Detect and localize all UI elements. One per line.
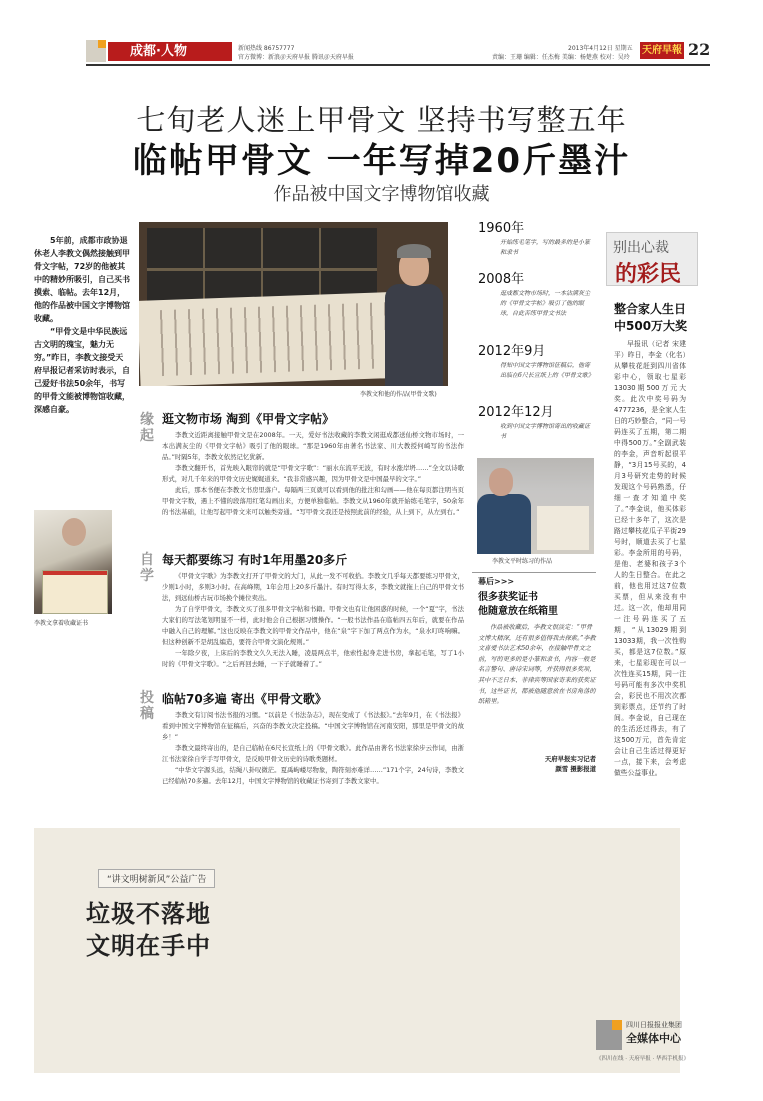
body-paragraph: 一年除夕夜，上床后的李教文久久无法入睡，凌晨两点半，他索性起身走进书房，拿起毛笔，写了1小时的《甲骨文字歌》。“之后再回去睡，一下子就睡着了。” <box>162 649 464 668</box>
body-paragraph: 李教文翻开书，首先映入眼帘的就是“甲骨文字歌”：“丽水东流平无波，有时水涨岸坍……”全文以诗歌形式，对几千年来的甲骨文历史娓娓道来。“我非常感兴趣，因为甲骨文是中国最早的文字。” <box>162 464 464 483</box>
hotline: 新闻热线 86757777 <box>238 45 295 52</box>
body-paragraph: 为了自学甲骨文，李教文买了很多甲骨文字帖和书籍。甲骨文也有让他困惑的时候，一个“夏”字，书法大家们的写法笔划明显不一样，此时他会自己根据习惯操作。“一般书法作品在临帖四五年后，就要在作品中融入自己的理解。”这也反映在李教文的甲骨文作品中，他在“泉”字下加了两点作为水，“泉水叮咚响嘛。但这种创新不是胡乱编造，要符合甲骨文演化规则。” <box>162 605 464 646</box>
ad-slogan-line: 文明在手中 <box>86 931 211 960</box>
section-side-label: 投稿 <box>140 690 154 722</box>
section-body <box>162 710 464 787</box>
timeline-year: 2012年9月 <box>478 344 546 359</box>
brand-logo: 天府早報 <box>640 42 684 59</box>
page-number: 22 <box>688 40 711 59</box>
badge-top-text: 别出心裁 <box>613 240 669 256</box>
weibo-accounts: 官方微博：新浪＠天府早报 腾讯＠天府早报 <box>238 54 354 61</box>
section-body <box>162 571 464 670</box>
timeline-year: 2008年 <box>478 272 525 287</box>
main-photo <box>139 222 448 386</box>
ad-org-center: 全媒体中心 <box>626 1032 681 1045</box>
backstage-title: 很多获奖证书 他随意放在纸箱里 <box>478 592 558 617</box>
body-paragraph: 李教文近距离接触甲骨文是在2008年。一天，爱好书法收藏的李教文闲逛成都送仙桥文物市场时，一本出满灰尘的《甲骨文字帖》吸引了他的眼球。“那是1960年由著名书法家、川大教授何崎写的书法作品。”时隔5年，李教文依然记忆犹新。 <box>162 431 464 461</box>
section-side-label: 缘起 <box>140 412 154 444</box>
newspaper-logo-icon <box>86 40 106 62</box>
main-headline: 临帖甲骨文 一年写掉20斤墨汁 <box>132 141 631 181</box>
practice-photo-caption: 李教文平时练习的作品 <box>492 558 553 565</box>
section-body <box>162 430 464 518</box>
ad-tag: “讲文明树新风”公益广告 <box>98 869 215 888</box>
intro-column <box>34 234 130 416</box>
backstage-label: 幕后>>> <box>478 577 515 586</box>
lottery-headline: 整合家人生日 中500万大奖 <box>614 302 688 333</box>
practice-work-photo <box>477 458 594 554</box>
main-photo-caption: 李教文和他的作品(甲骨文歌) <box>360 391 437 398</box>
section-side-label: 自学 <box>140 552 154 584</box>
section-title: 逛文物市场 淘到《甲骨文字帖》 <box>162 412 335 426</box>
header-rule <box>86 64 710 66</box>
reporter-credit: 天府早报实习记者 颜雪 摄影报道 <box>544 755 596 773</box>
body-paragraph: 李教文有订阅书法书报的习惯。“以前是《书法杂志》，现在变成了《书法报》。”去年9月，在《书法报》看到中国文字博物馆在征稿后，兴奋的李教文决定投稿。“中国文字博物馆在河南安阳，那里是甲骨文的故乡！” <box>162 711 464 741</box>
intro-paragraph: “甲骨文是中华民族远古文明的瑰宝，魅力无穷。”昨日，李教文接受天府早报记者采访时表示，自己爱好书法50余年，书写的甲骨文能被博物馆收藏，深感自豪。 <box>34 327 130 414</box>
certificate-photo-caption: 李教文拿着收藏证书 <box>34 620 89 627</box>
column-badge <box>606 232 698 286</box>
media-group-logo-icon <box>596 1020 622 1050</box>
body-paragraph: 李教文最终寄出的，是自己临帖在6尺长宣纸上的《甲骨文歌》。此作品由著名书法家徐步云作词，由浙江书法家徐自学手写甲骨文，是反映甲骨文历史的诗歌类题材。 <box>162 744 464 763</box>
ad-org-name: 四川日报报业集团 <box>626 1021 682 1029</box>
timeline-year: 2012年12月 <box>478 405 554 420</box>
body-paragraph: “中华文字源头远，结绳八卦叹微茫。夏禹岣嵝尽物象，陶符刻亦难详……”171个字，24句诗，李教文已经临帖70多遍。去年12月，中国文字博物馆的收藏证书寄到了李教文家中。 <box>162 766 464 785</box>
ad-slogan-line: 垃圾不落地 <box>86 899 211 928</box>
editors-credit: 责编：王珊 编辑：任杰梅 美编：杨楚燕 校对：吴玲 <box>492 54 630 61</box>
certificate-photo <box>34 510 112 614</box>
ad-slogan <box>86 898 211 962</box>
backstage-text: 作品被收藏后，李教文很淡定：“甲骨文博大精深，还有很多值得我去探索。”李教文喜爱书法艺术50余年，在接触甲骨文之前，写的更多的是小篆和隶书，内容一般是名言警句、唐诗宋词等，并获得很多奖项，其中不乏日本、菲律宾等国家寄来的获奖证书，这些证书，都被他随意放在书房角落的纸箱里。 <box>478 624 596 706</box>
intro-paragraph: 5年前，成都市政协退休老人李教文偶然接触到甲骨文字帖，72岁的他被其中的精妙所吸引，自己买书摸索、临帖。去年12月，他的作品被中国文字博物馆收藏。 <box>34 236 130 323</box>
badge-bottom-text: 的彩民 <box>615 261 682 287</box>
timeline-desc: 开始练毛笔字，写的最多的是小篆和隶书 <box>500 239 591 256</box>
divider <box>472 572 596 573</box>
body-paragraph: 《甲骨文字歌》为李教文打开了甲骨文的大门，从此一发不可收拾。李教文几乎每天都要练习甲骨文，少则1小时，多则3小时。在高峰期，1年会用上20多斤墨汁。有时写得太多，李教文就拖上自己的甲骨文书法，到远仙桥古玩市场换个摊位卖出。 <box>162 572 464 602</box>
sub-headline: 作品被中国文字博物馆收藏 <box>273 184 490 205</box>
timeline-year: 1960年 <box>478 221 525 236</box>
timeline-desc: 收到中国文字博物馆寄出的收藏证书 <box>500 423 591 440</box>
section-title: 临帖70多遍 寄出《甲骨文歌》 <box>162 692 327 706</box>
kicker-headline: 七旬老人迷上甲骨文 坚持书写整五年 <box>136 103 627 137</box>
timeline-desc: 得知中国文字博物馆征稿后，他寄出临在6尺长宣纸上的《甲骨文歌》 <box>500 362 594 379</box>
section-tag: 成都·人物 <box>108 42 232 61</box>
body-paragraph: 此后，那本书便在李教文书房里落户。每隔两三页就可以看到他的批注和勾画——他在每页都注明当页甲骨文字数，遇上不懂的段落用红笔勾画出来，方便单独临帖。李教文从1960年就开始练毛笔字，50余年的书法基础，让他写起甲骨文来可以触类旁通。“写甲骨文我还是按照此前的经验，从上到下，从左到右。” <box>162 486 464 516</box>
issue-date: 2013年4月12日 星期五 <box>568 45 633 52</box>
lottery-article-text: 早报讯（记者 宋建平）昨日，李金（化名）从攀枝花赶到四川省体彩中心，领取七星彩13030期500万元大奖。此次中奖号码为4777236，是全家人生日的巧妙整合，“同一号码连买了五期，第二期中得500万。”全副武装的李金，声音听起很平静，“3月15号买的，4月3号研究走势的时候发现这个号码熟悉，仔细一查才知道中奖了。”李金说，他买体彩已经十多年了，这次是路过攀枝花瓜子平街29号时，顺道去买了七星彩。李金所用的号码，是他、老婆和孩子3个人的生日整合。在此之前，他也用过这7位数买票，但从来没有中过。这一次，他却用同一注号码连买了五期，“从13029期到13033期，我一次性购买，都是这7位数。”原来，七星彩现在可以一次性连买15期，同一注号码可能有多次中奖机会，彩民也不用次次都到彩票点，还节约了时间。李金说，自己现在的生活还过得去，有了这500万元，首先肯定会让自己生活过得更好一点，接下来，会考虑做些公益事业。 <box>614 340 686 777</box>
timeline-desc: 逛成都文物市场时，一本沾满灰尘的《甲骨文字帖》吸引了他的眼球，自此苦练甲骨文书法 <box>500 290 591 317</box>
section-title: 每天都要练习 有时1年用墨20多斤 <box>162 553 348 567</box>
ad-org-sub: 《四川在线 · 天府早报 · 华西手机报》 <box>596 1056 689 1062</box>
